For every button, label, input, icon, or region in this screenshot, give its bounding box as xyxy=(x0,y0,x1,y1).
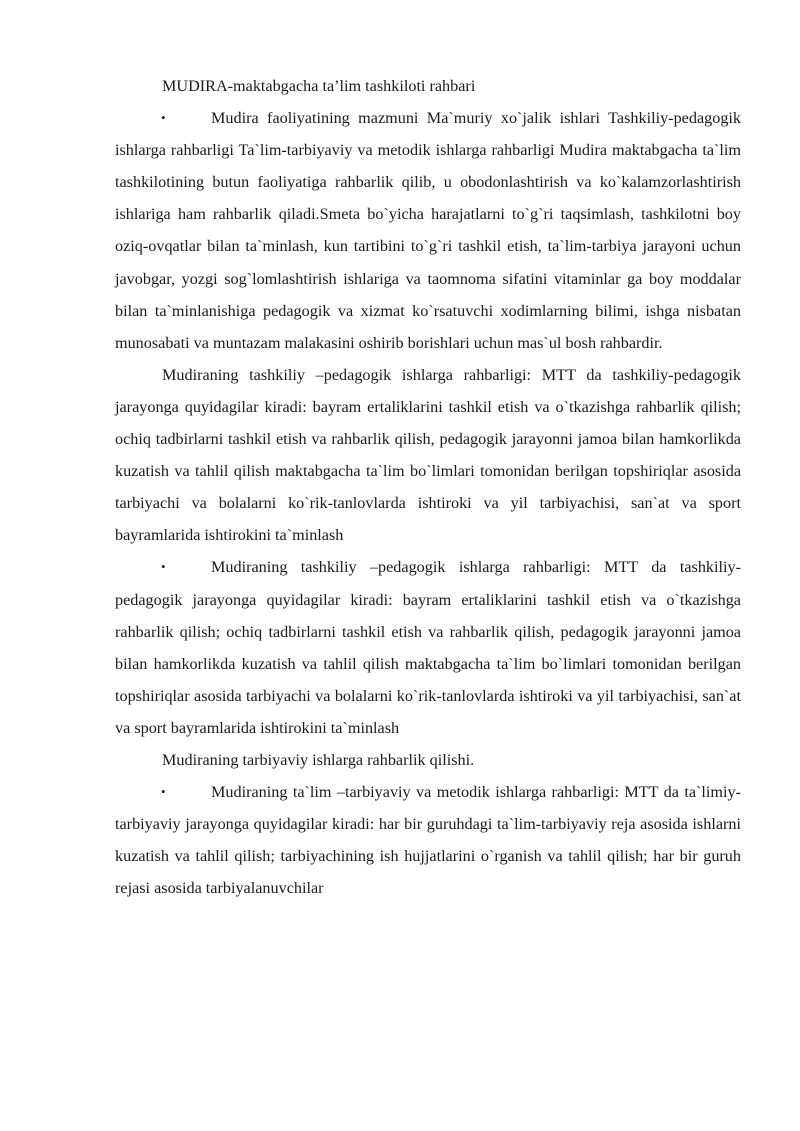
document-heading: MUDIRA-maktabgacha ta’lim tashkiloti rahbari xyxy=(162,77,476,95)
paragraph-2: Mudiraning tashkiliy –pedagogik ishlarga rahbarligi: MTT da tashkiliy-pedagogik jarayonga quyidagilar kiradi: bayram ertaliklarini tashkil etish va o`tkazishga rahbarlik qilish; ochiq tadbirlarni tashkil etish va rahbarlik qilish, pedagogik jarayonni jamoa bilan hamkorlikda kuzatish va tahlil qilish maktabgacha ta`lim bo`limlari tomonidan berilgan topshiriqlar asosida tarbiyachi va bolalarni ko`rik-tanlovlarda ishtiroki va yil tarbiyachisi, san`at va sport bayramlarida ishtirokini ta`minlash xyxy=(115,365,741,545)
bullet-icon: • xyxy=(161,784,166,800)
document-page xyxy=(115,70,741,904)
bullet-paragraph-3 xyxy=(115,551,741,744)
paragraph-text: Mudira faoliyatining mazmuni Ma`muriy xo`jalik ishlari Tashkiliy-pedagogik ishlarga rahbarligi Ta`lim-tarbiyaviy va metodik ishlarga rahbarligi Mudira maktabgacha ta`lim tashkilotining butun faoliyatiga rahbarlik qilib, u obodonlashtirish va ko`kalamzorlashtirish ishlariga ham rahbarlik qiladi.Smeta bo`yicha harajatlarni to`g`ri taqsimlash, tashkilotni boy oziq-ovqatlar bilan ta`minlash, kun tartibini to`g`ri tashkil etish, ta`lim-tarbiya jarayoni uchun javobgar, yozgi sog`lomlashtirish ishlariga va taomnoma sifatini vitaminlar ga boy moddalar bilan ta`minlanishiga pedagogik va xizmat ko`rsatuvchi xodimlarning bilimi, ishga nisbatan munosabati va muntazam malakasini oshirib borishlari uchun mas`ul bosh rahbardir. xyxy=(115,109,741,352)
bullet-paragraph-5 xyxy=(115,776,741,904)
paragraph-text: Mudiraning ta`lim –tarbiyaviy va metodik ishlarga rahbarligi: MTT da ta`limiy-tarbiyaviy jarayonga quyidagilar kiradi: har bir guruhdagi ta`lim-tarbiyaviy reja asosida ishlarni kuzatish va tahlil qilish; tarbiyachining ish hujjatlarini o`rganish va tahlil qilish; har bir guruh rejasi asosida tarbiyalanuvchilar xyxy=(115,783,741,898)
bullet-icon: • xyxy=(161,110,166,126)
bullet-icon: • xyxy=(161,559,166,575)
paragraph-text: Mudiraning tashkiliy –pedagogik ishlarga rahbarligi: MTT da tashkiliy-pedagogik jarayonga quyidagilar kiradi: bayram ertaliklarini tashkil etish va o`tkazishga rahbarlik qilish; ochiq tadbirlarni tashkil etish va rahbarlik qilish, pedagogik jarayonni jamoa bilan hamkorlikda kuzatish va tahlil qilish maktabgacha ta`lim bo`limlari tomonidan berilgan topshiriqlar asosida tarbiyachi va bolalarni ko`rik-tanlovlarda ishtiroki va yil tarbiyachisi, san`at va sport bayramlarida ishtirokini ta`minlash xyxy=(115,558,741,737)
paragraph-4: Mudiraning tarbiyaviy ishlarga rahbarlik qilishi. xyxy=(162,750,475,769)
bullet-paragraph-1 xyxy=(115,102,741,359)
